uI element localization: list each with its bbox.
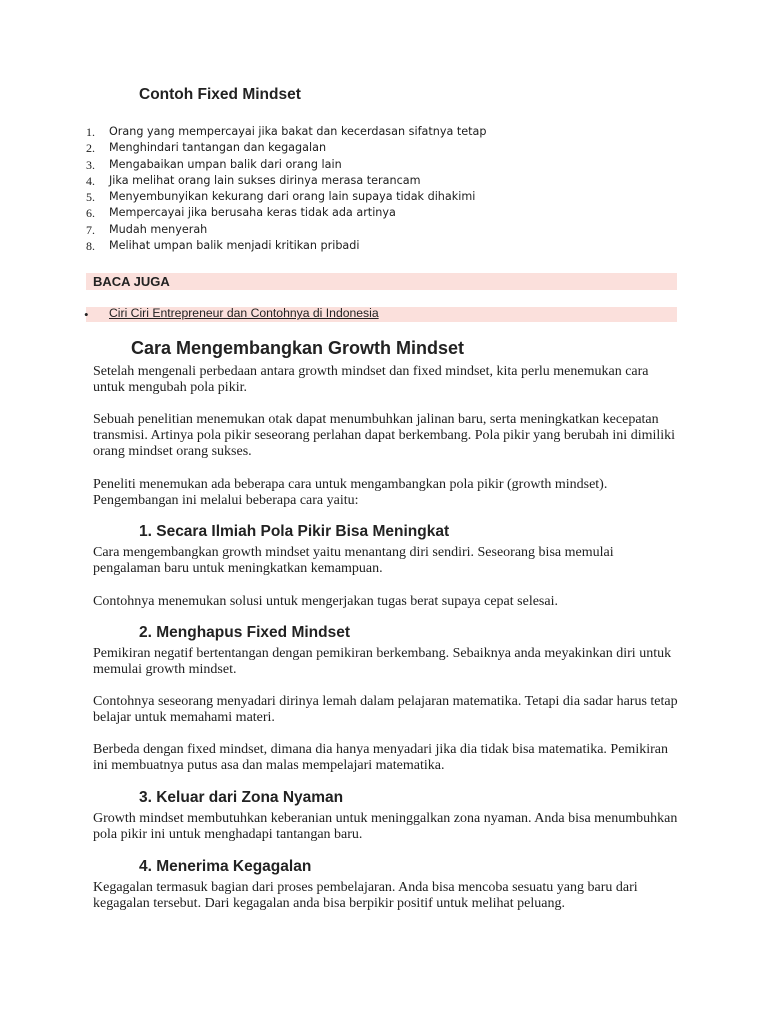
list-number: 1.: [86, 125, 95, 139]
intro-paragraph: Setelah mengenali perbedaan antara growth mindset dan fixed mindset, kita perlu menemukan cara untuk mengubah pola pikir.: [93, 364, 649, 396]
list-item-text: Menyembunyikan kekurang dari orang lain supaya tidak dihakimi: [109, 190, 476, 204]
list-item: [86, 238, 487, 254]
step-paragraph: Contohnya menemukan solusi untuk mengerjakan tugas berat supaya cepat selesai.: [93, 594, 558, 609]
step-paragraph: Pemikiran negatif bertentangan dengan pemikiran berkembang. Sebaiknya anda meyakinkan diri untuk memulai growth mindset.: [93, 646, 672, 678]
list-item: [86, 140, 487, 156]
step-paragraph: Contohnya seseorang menyadari dirinya lemah dalam pelajaran matematika. Tetapi dia sadar harus tetap belajar untuk memahami materi.: [93, 694, 678, 726]
list-number: 8.: [86, 239, 95, 254]
list-item-text: Menghindari tantangan dan kegagalan: [109, 141, 327, 155]
step-heading: 3. Keluar dari Zona Nyaman: [139, 789, 344, 806]
list-item-text: Mudah menyerah: [109, 222, 208, 236]
baca-juga-banner: BACA JUGA: [86, 273, 677, 290]
bullet-icon: •: [84, 307, 89, 322]
list-item: [86, 124, 487, 140]
list-item-text: Mempercayai jika berusaha keras tidak ada artinya: [109, 206, 396, 220]
list-item-text: Melihat umpan balik menjadi kritikan pribadi: [109, 239, 360, 253]
related-link-row: [86, 307, 677, 322]
step-heading: 2. Menghapus Fixed Mindset: [139, 624, 350, 641]
list-number: 5.: [86, 190, 95, 205]
step-paragraph: Cara mengembangkan growth mindset yaitu menantang diri sendiri. Seseorang bisa memulai pengalaman baru untuk meningkatkan kemampuan.: [93, 545, 614, 577]
step-paragraph: Kegagalan termasuk bagian dari proses pembelajaran. Anda bisa mencoba sesuatu yang baru dari kegagalan tersebut. Dari kegagalan anda bisa berpikir positif untuk melihat peluang.: [93, 880, 638, 912]
step-paragraph: Berbeda dengan fixed mindset, dimana dia hanya menyadari jika dia tidak bisa matematika. Pemikiran ini membuatnya putus asa dan malas mempelajari matematika.: [93, 742, 668, 774]
list-item-text: Jika melihat orang lain sukses dirinya merasa terancam: [109, 173, 421, 187]
list-number: 6.: [86, 206, 95, 221]
related-article-link[interactable]: Ciri Ciri Entrepreneur dan Contohnya di Indonesia: [109, 306, 379, 320]
section-title-growth-mindset: Cara Mengembangkan Growth Mindset: [131, 338, 465, 358]
list-number: 2.: [86, 141, 95, 156]
list-number: 7.: [86, 222, 95, 237]
list-item: [86, 173, 487, 189]
list-item-text: Orang yang mempercayai jika bakat dan kecerdasan sifatnya tetap: [109, 125, 487, 138]
list-item: [86, 205, 487, 221]
list-item: [86, 157, 487, 173]
list-item: [86, 189, 487, 205]
intro-paragraph: Sebuah penelitian menemukan otak dapat menumbuhkan jalinan baru, serta meningkatkan kecepatan transmisi. Artinya pola pikir seseorang perlahan dapat berkembang. Pola pikir yang berubah ini dimiliki orang mindset orang sukses.: [93, 412, 676, 460]
section-title-fixed-mindset: Contoh Fixed Mindset: [139, 86, 301, 103]
list-number: 3.: [86, 157, 95, 172]
list-number: 4.: [86, 173, 95, 188]
step-heading: 1. Secara Ilmiah Pola Pikir Bisa Meningkat: [139, 523, 450, 540]
fixed-mindset-list: [86, 124, 487, 254]
step-paragraph: Growth mindset membutuhkan keberanian untuk meninggalkan zona nyaman. Anda bisa menumbuhkan pola pikir ini untuk menghadapi tantangan baru.: [93, 811, 678, 843]
intro-paragraph: Peneliti menemukan ada beberapa cara untuk mengambangkan pola pikir (growth mindset). Pengembangan ini melalui beberapa cara yaitu:: [93, 477, 608, 509]
step-heading: 4. Menerima Kegagalan: [139, 858, 312, 875]
list-item: [86, 222, 487, 238]
list-item-text: Mengabaikan umpan balik dari orang lain: [109, 157, 342, 171]
